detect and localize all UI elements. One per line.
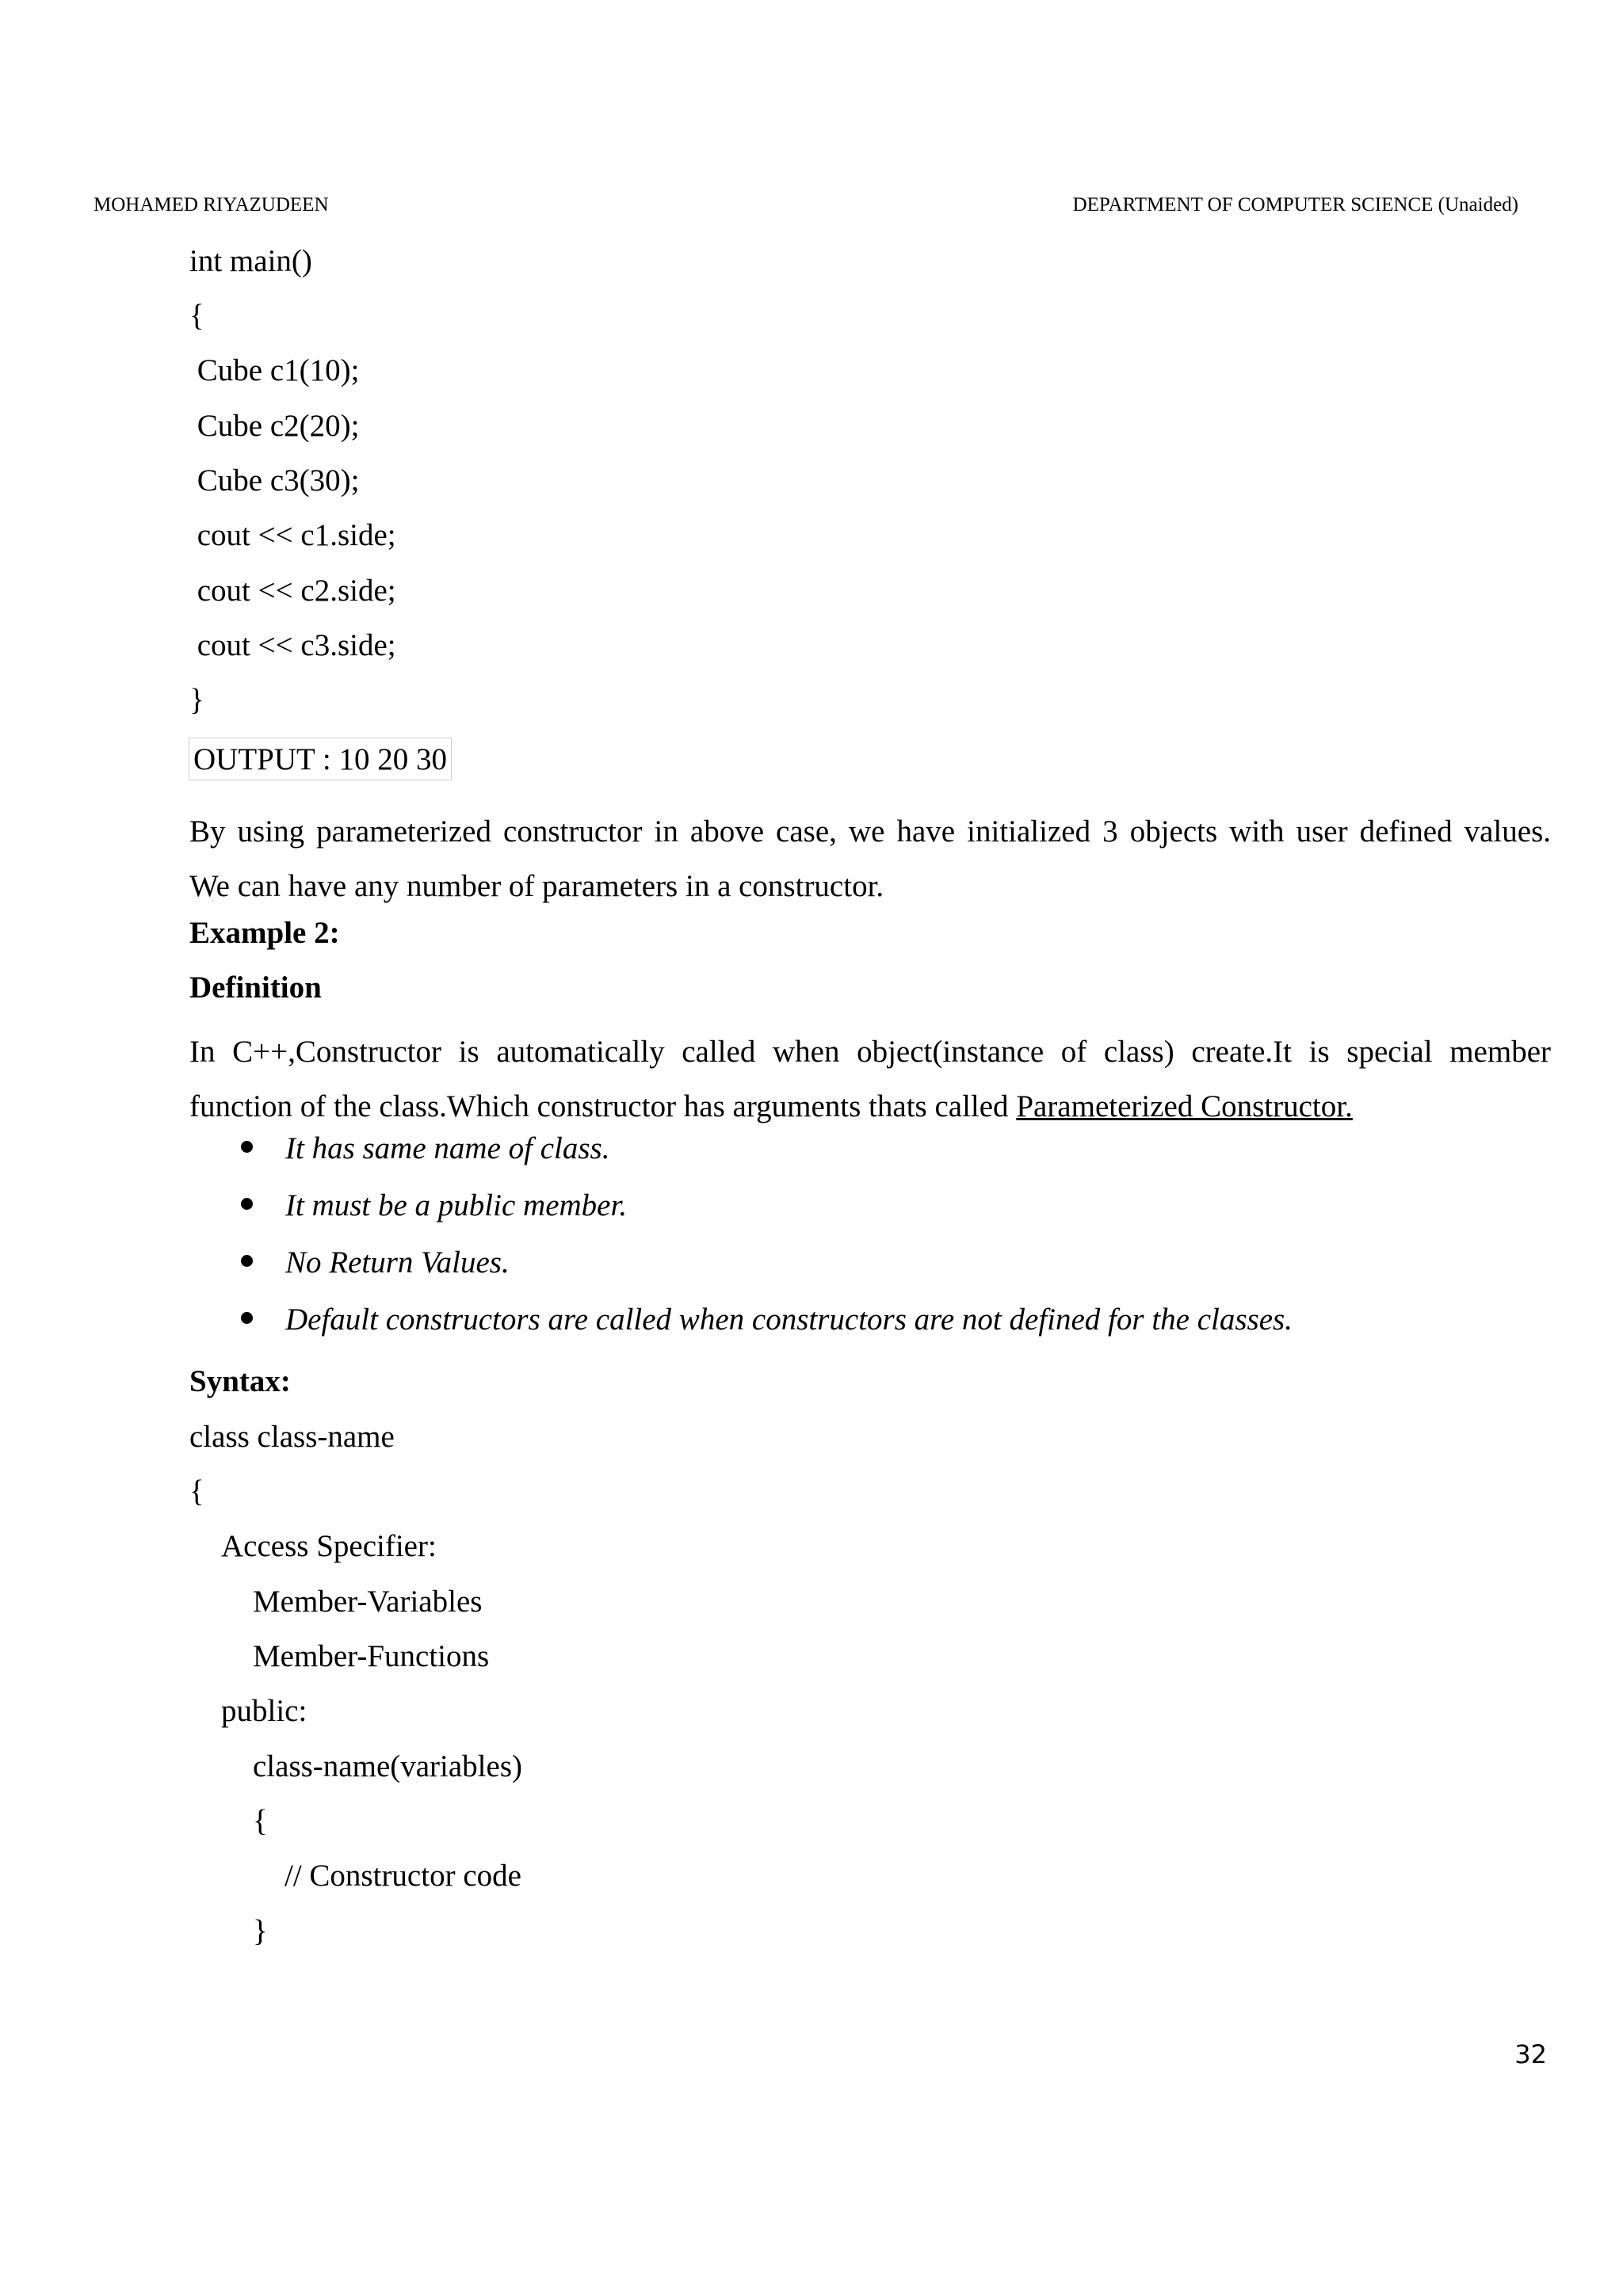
syntax-line: {: [253, 1804, 268, 1838]
syntax-line: }: [253, 1914, 268, 1948]
code-line: {: [189, 299, 204, 333]
list-item: [235, 1187, 1293, 1244]
definition-line: In C++,Constructor is automatically called when object(instance of class) create.It is special member: [189, 1035, 1551, 1069]
paragraph-explanation: [189, 804, 1551, 913]
syntax-line: Member-Functions: [253, 1639, 490, 1673]
example-heading: Example 2:: [189, 916, 340, 950]
bullet-icon: [241, 1141, 253, 1153]
list-item-text: It must be a public member.: [285, 1188, 628, 1222]
definition-text: function of the class.Which constructor has arguments thats called: [189, 1089, 1017, 1123]
syntax-line: Access Specifier:: [221, 1529, 437, 1563]
definition-heading: Definition: [189, 971, 322, 1005]
syntax-line: public:: [221, 1694, 307, 1728]
paragraph-line: By using parameterized constructor in above case, we have initialized 3 objects with user defined values.: [189, 814, 1551, 849]
bullet-icon: [241, 1255, 253, 1267]
list-item: [235, 1301, 1293, 1358]
list-item-text: Default constructors are called when constructors are not defined for the classes.: [285, 1302, 1293, 1337]
code-line: Cube c1(10);: [189, 353, 360, 387]
list-item: [235, 1244, 1293, 1301]
bullet-icon: [241, 1198, 253, 1210]
syntax-heading: Syntax:: [189, 1364, 291, 1398]
definition-paragraph: [189, 1024, 1551, 1134]
list-item-text: It has same name of class.: [285, 1131, 610, 1165]
code-line: cout << c3.side;: [189, 628, 396, 662]
header-department: DEPARTMENT OF COMPUTER SCIENCE (Unaided): [1072, 194, 1518, 215]
syntax-line: class class-name: [189, 1420, 395, 1454]
syntax-line: // Constructor code: [285, 1859, 521, 1893]
code-line: cout << c1.side;: [189, 518, 396, 552]
rules-list: [235, 1130, 1293, 1358]
syntax-line: Member-Variables: [253, 1585, 483, 1619]
code-line: cout << c2.side;: [189, 574, 396, 608]
syntax-line: class-name(variables): [253, 1749, 522, 1783]
definition-line: [189, 1079, 1551, 1134]
code-line: Cube c3(30);: [189, 463, 360, 498]
syntax-line: {: [189, 1474, 204, 1508]
parameterized-constructor-term: Parameterized Constructor.: [1016, 1089, 1353, 1123]
page-number: 32: [1514, 2039, 1547, 2069]
code-line: }: [189, 683, 204, 717]
paragraph-line: We can have any number of parameters in a constructor.: [189, 869, 884, 903]
code-line: Cube c2(20);: [189, 409, 360, 443]
header-author: MOHAMED RIYAZUDEEN: [94, 194, 329, 215]
list-item-text: No Return Values.: [285, 1245, 510, 1280]
code-line: int main(): [189, 244, 312, 278]
bullet-icon: [241, 1312, 253, 1324]
list-item: [235, 1130, 1293, 1187]
output-box: OUTPUT : 10 20 30: [189, 738, 452, 780]
